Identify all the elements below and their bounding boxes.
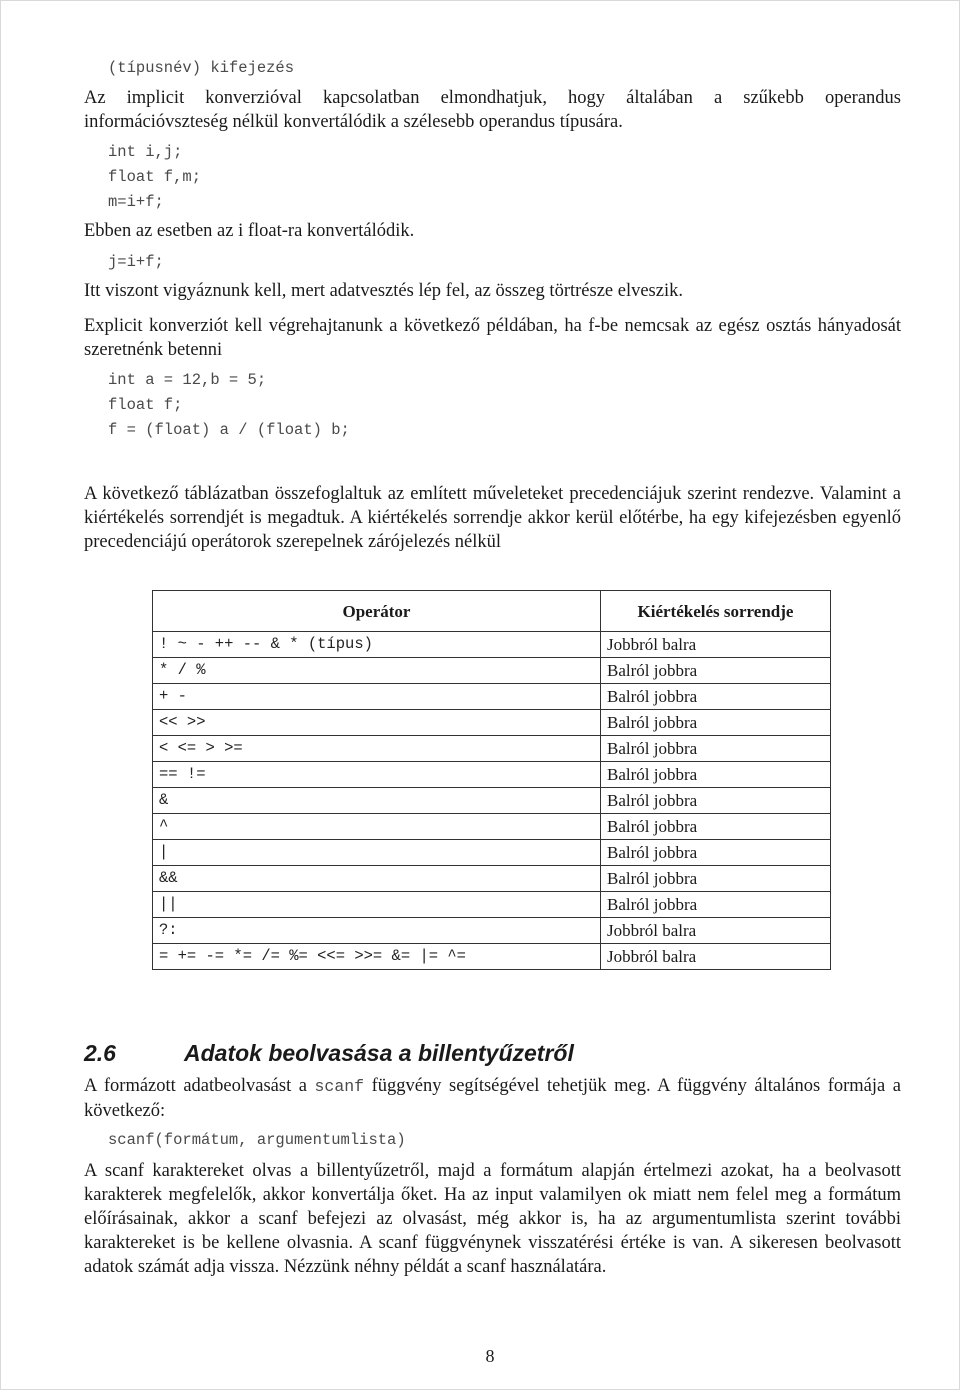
- table-row: [153, 866, 831, 892]
- paragraph-data-loss: Itt viszont vigyáznunk kell, mert adatvesztés lép fel, az összeg törtrésze elveszik.: [84, 281, 683, 301]
- paragraph-precedence-intro: A következő táblázatban összefoglaltuk az említett műveleteket precedenciájuk szerint rendezve. Valamint a kiértékelés sorrendjét is megadtuk. A kiértékelés sorrendje akkor kerül előtérbe, ha egy kifejezésben egyenlő precedenciájú operátorok szerepelnek zárójelezés nélkül: [84, 484, 901, 552]
- table-row: [153, 762, 831, 788]
- code-example-3-line-3: f = (float) a / (float) b;: [108, 421, 350, 439]
- table-row: [153, 632, 831, 658]
- table-row: [153, 684, 831, 710]
- order-cell: Balról jobbra: [601, 658, 831, 684]
- code-example-2: j=i+f;: [108, 253, 164, 271]
- operator-cell: < <= > >=: [153, 736, 601, 762]
- section-number: 2.6: [84, 1040, 116, 1066]
- operator-cell: == !=: [153, 762, 601, 788]
- order-cell: Jobbról balra: [601, 918, 831, 944]
- order-cell: Balról jobbra: [601, 892, 831, 918]
- code-example-3-line-2: float f;: [108, 396, 183, 414]
- order-cell: Balról jobbra: [601, 788, 831, 814]
- paragraph-implicit-conversion: Az implicit konverzióval kapcsolatban elmondhatjuk, hogy általában a szűkebb operandus információvszteség nélkül konvertálódik a szélesebb operandus típusára.: [84, 88, 901, 132]
- paragraph-scanf-intro: [84, 1074, 901, 1123]
- page-number: 8: [485, 1346, 495, 1366]
- order-cell: Balról jobbra: [601, 840, 831, 866]
- order-cell: Balról jobbra: [601, 736, 831, 762]
- table-row: [153, 658, 831, 684]
- order-cell: Balról jobbra: [601, 762, 831, 788]
- code-example-1-line-3: m=i+f;: [108, 193, 164, 211]
- table-row: [153, 736, 831, 762]
- header-evaluation-order: Kiértékelés sorrendje: [601, 591, 831, 632]
- operator-cell: << >>: [153, 710, 601, 736]
- order-cell: Balról jobbra: [601, 866, 831, 892]
- order-cell: Jobbról balra: [601, 944, 831, 970]
- table-row: [153, 814, 831, 840]
- code-example-3-line-1: int a = 12,b = 5;: [108, 371, 267, 389]
- paragraph-explicit-conversion: Explicit konverziót kell végrehajtanunk a következő példában, ha f-be nemcsak az egész osztás hányadosát szeretnénk betenni: [84, 316, 901, 360]
- operator-cell: ?:: [153, 918, 601, 944]
- table-row: [153, 788, 831, 814]
- scanf-intro-text-1: A formázott adatbeolvasást a: [84, 1076, 315, 1096]
- scanf-inline-code: scanf: [314, 1077, 365, 1096]
- table-row: [153, 944, 831, 970]
- table-header-row: [153, 591, 831, 632]
- operator-cell: ^: [153, 814, 601, 840]
- operator-cell: &&: [153, 866, 601, 892]
- operator-cell: * / %: [153, 658, 601, 684]
- operator-cell: |: [153, 840, 601, 866]
- scanf-intro-text-2: függvény segítségével tehetjük meg. A függvény általános formája a következő:: [84, 1076, 901, 1121]
- order-cell: Balról jobbra: [601, 710, 831, 736]
- operator-cell: = += -= *= /= %= <<= >>= &= |= ^=: [153, 944, 601, 970]
- code-example-1-line-1: int i,j;: [108, 143, 183, 161]
- operator-cell: + -: [153, 684, 601, 710]
- code-cast-syntax: (típusnév) kifejezés: [108, 59, 295, 77]
- table-row: [153, 710, 831, 736]
- operator-cell: &: [153, 788, 601, 814]
- code-scanf-syntax: scanf(formátum, argumentumlista): [108, 1131, 406, 1149]
- header-operator: Operátor: [153, 591, 601, 632]
- paragraph-scanf-description: A scanf karaktereket olvas a billentyűzetről, majd a formátum alapján értelmezi azokat, ha a beolvasott karakterek megfelelők, akkor konvertálja őket. Ha az input valamilyen ok miatt nem felel meg a formátum előírásainak, akkor a scanf befejezi az olvasást, még akkor is, ha az argumentumlista szerint további karaktereket is be kellene olvasnia. A scanf függvénynek visszatérési értéke is van. A sikeresen beolvasott adatok számát adja vissza. Nézzünk néhny példát a scanf használatára.: [84, 1161, 901, 1277]
- order-cell: Jobbról balra: [601, 632, 831, 658]
- operator-precedence-table: [152, 590, 831, 970]
- table-row: [153, 892, 831, 918]
- operator-cell: ||: [153, 892, 601, 918]
- table-row: [153, 918, 831, 944]
- code-example-1-line-2: float f,m;: [108, 168, 202, 186]
- order-cell: Balról jobbra: [601, 684, 831, 710]
- order-cell: Balról jobbra: [601, 814, 831, 840]
- section-title: Adatok beolvasása a billentyűzetről: [184, 1040, 574, 1066]
- paragraph-float-conversion: Ebben az esetben az i float-ra konvertálódik.: [84, 221, 415, 241]
- section-heading: [84, 1040, 574, 1067]
- table-row: [153, 840, 831, 866]
- operator-cell: ! ~ - ++ -- & * (típus): [153, 632, 601, 658]
